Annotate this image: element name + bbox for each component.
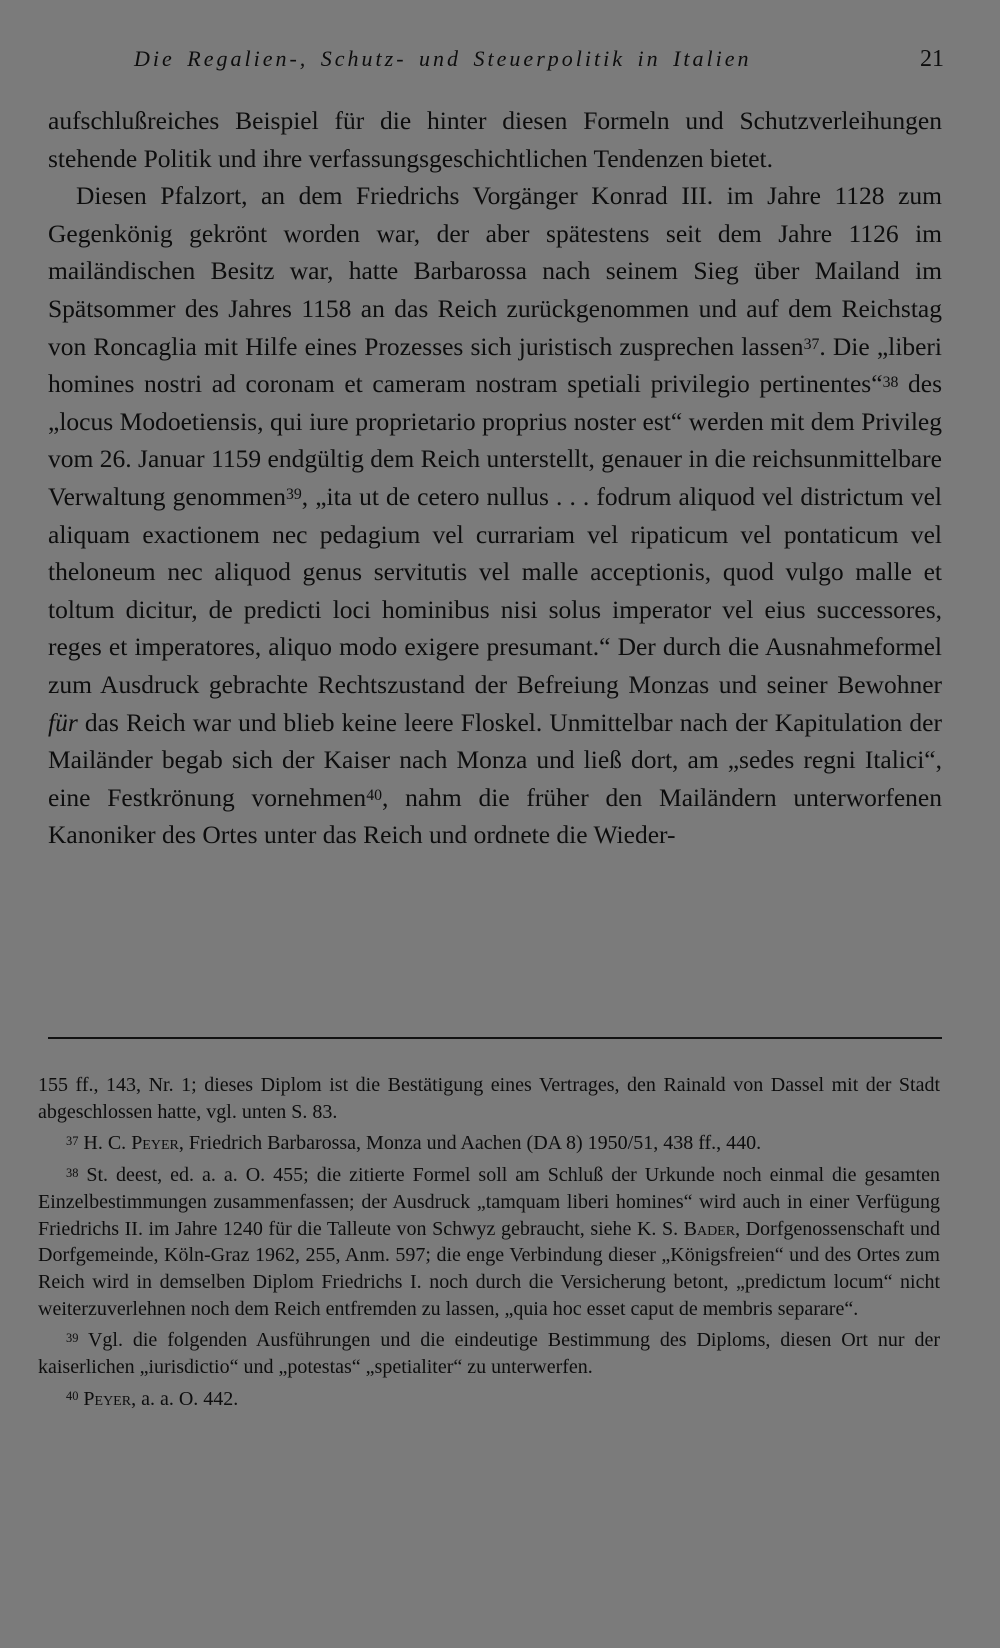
footnote-ref-40[interactable]: 40 xyxy=(366,787,382,805)
author-name: Peyer xyxy=(83,1387,132,1410)
text-run: , Friedrich Barbarossa, Monza und Aachen (DA 8) 1950/51, 438 ff., 440. xyxy=(178,1132,762,1155)
footnote-39 xyxy=(38,1327,940,1380)
paragraph-monza xyxy=(48,177,942,854)
footnote-ref-37[interactable]: 37 xyxy=(803,336,820,354)
text-run: Diesen Pfalzort, an dem Friedrichs Vorgänger Konrad III. im Jahre 1128 zum Gegenkönig gekrönt worden war, der aber spätestens seit dem Jahre 1126 im mailändischen Besitz war, hatte Barbarossa nach seinem Sieg über Mailand im Spätsommer des Jahres 1158 an das Reich zurückgenommen und auf dem Reichstag von Roncaglia mit Hilfe eines Prozesses sich juristisch zusprechen lassen xyxy=(48,181,942,361)
text-run: . Die „liberi homines nostri ad coronam et cameram nostram spetiali privilegio pertinentes“ xyxy=(48,331,942,399)
footnote-number: 37 xyxy=(66,1134,79,1149)
author-name: Peyer xyxy=(131,1132,179,1155)
text-run: , a. a. O. 442. xyxy=(131,1387,239,1410)
running-title: Die Regalien-, Schutz- und Steuerpolitik in Italien xyxy=(134,46,752,71)
author-name: Bader xyxy=(683,1217,736,1240)
footnotes xyxy=(38,1072,940,1417)
main-text xyxy=(48,102,942,854)
page-header xyxy=(48,42,950,82)
page-number: 21 xyxy=(920,46,944,72)
footnote-ref-39[interactable]: 39 xyxy=(285,486,302,504)
footnote-number: 39 xyxy=(66,1331,79,1345)
footnote-38 xyxy=(38,1162,940,1322)
text-run: , nahm die früher den Mailändern unterworfenen Kanoniker des Ortes unter das Reich und ordnete die Wieder- xyxy=(48,782,942,850)
text-run: Vgl. die folgenden Ausführungen und die eindeutige Bestimmung des Diploms, diesen Ort nur der kaiserlichen „iurisdictio“ und „potestas“ „spetialiter“ zu unterwerfen. xyxy=(38,1329,940,1379)
footnote-40 xyxy=(38,1386,940,1413)
text-run: des „locus Modoetiensis, qui iure proprietario proprius noster est“ werden mit dem Privileg vom 26. Januar 1159 endgültig dem Reich unterstellt, genauer in die reichsunmittelbare Verwaltung genommen xyxy=(48,369,942,511)
text-run: , „ita ut de cetero nullus . . . fodrum aliquod vel districtum vel aliquam exactionem nec pedagium vel currariam vel ripaticum vel pontaticum vel theloneum nec aliquod genus servitutis vel malle acceptionis, quod vulgo malle et toltum dicitur, de predicti loci hominibus nisi solus imperator vel eius successores, reges et imperatores, aliquo modo exigere presumant.“ Der durch die Ausnahmeformel zum Ausdruck gebrachte Rechtszustand der Befreiung Monzas und seiner Bewohner xyxy=(48,481,942,699)
footnote-ref-38[interactable]: 38 xyxy=(882,373,899,391)
text-run: das Reich war und blieb keine leere Floskel. Unmittelbar nach der Kapitulation der Mailänder begab sich der Kaiser nach Monza und ließ dort, am „sedes regni Italici“, eine Festkrönung vornehmen xyxy=(48,707,942,812)
text-run: , Dorfgenossenschaft und Dorfgemeinde, Köln-Graz 1962, 255, Anm. 597; die enge Verbindung dieser „Königsfreien“ und des Ortes zum Reich wird in demselben Diplom Friedrichs I. noch durch die Versicherung betont, „predictum locum“ nicht weiterzuverlehnen noch dem Reich entfremden zu lassen, „quia hoc esset caput de membris separare“. xyxy=(38,1217,940,1320)
footnote-number: 40 xyxy=(66,1389,79,1404)
paragraph-continuation: aufschlußreiches Beispiel für die hinter diesen Formeln und Schutzverleihungen stehende Politik und ihre verfassungsgeschichtlichen Tendenzen bietet. xyxy=(48,106,942,173)
emphasized-word: für xyxy=(48,707,78,737)
footnote-divider xyxy=(48,1037,942,1039)
footnote-continuation: 155 ff., 143, Nr. 1; dieses Diplom ist die Bestätigung eines Vertrages, den Rainald von Dassel mit der Stadt abgeschlossen hatte, vgl. unten S. 83. xyxy=(38,1074,940,1123)
text-run: H. C. xyxy=(78,1132,132,1155)
footnote-number: 38 xyxy=(66,1165,79,1180)
footnote-37 xyxy=(38,1130,940,1157)
text-run: St. deest, ed. a. a. O. 455; die zitierte Formel soll am Schluß der Urkunde noch einmal die gesamten Einzelbestimmungen zusammenfassen; der Ausdruck „tamquam liberi homines“ wird auch in einer Verfügung Friedrichs II. im Jahre 1240 für die Talleute von Schwyz gebraucht, siehe K. S. xyxy=(38,1164,940,1240)
